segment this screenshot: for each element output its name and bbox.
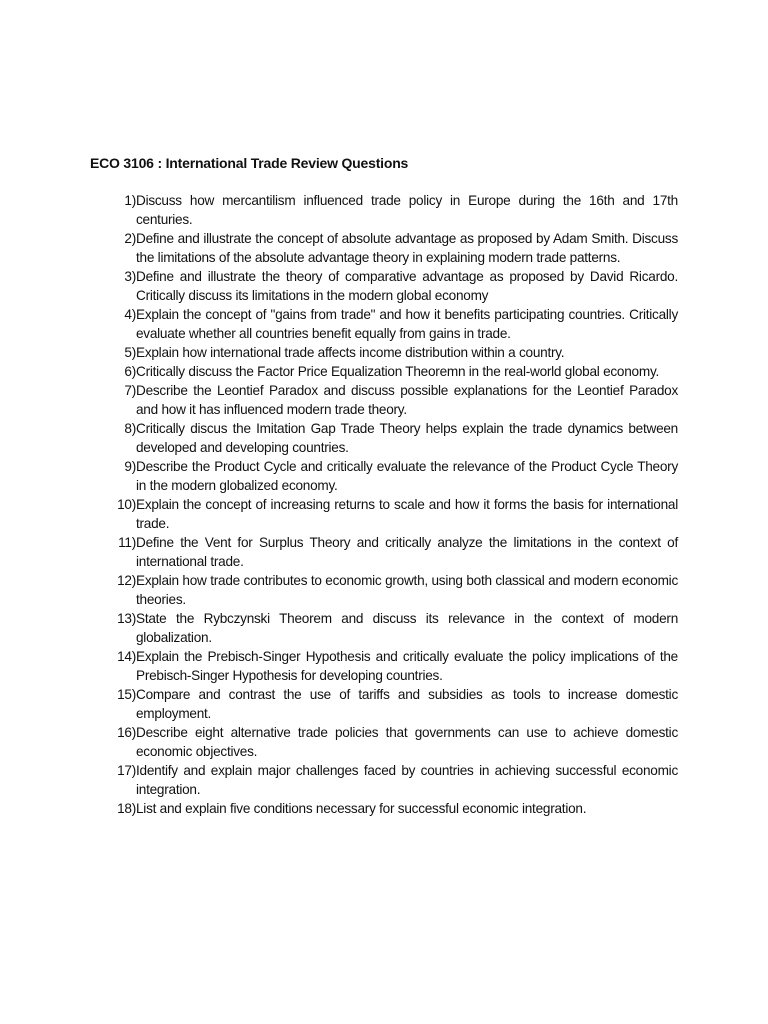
question-number: 15): [117, 687, 136, 702]
question-item: [90, 457, 678, 495]
question-number: 4): [124, 307, 136, 322]
question-number: 9): [124, 459, 136, 474]
question-text: State the Rybczynski Theorem and discuss its relevance in the context of modern globalization.: [136, 611, 678, 645]
question-text: Explain the concept of "gains from trade" and how it benefits participating countries. Critically evaluate whether all countries benefit equally from gains in trade.: [136, 307, 678, 341]
question-item: [90, 685, 678, 723]
question-number: 14): [117, 649, 136, 664]
question-text: Describe eight alternative trade policies that governments can use to achieve domestic economic objectives.: [136, 725, 678, 759]
question-item: [90, 723, 678, 761]
question-item: [90, 419, 678, 457]
question-text: Compare and contrast the use of tariffs and subsidies as tools to increase domestic employment.: [136, 687, 678, 721]
question-item: [90, 305, 678, 343]
question-item: [90, 533, 678, 571]
question-text: Explain the Prebisch-Singer Hypothesis and critically evaluate the policy implications of the Prebisch-Singer Hypothesis for developing countries.: [136, 649, 678, 683]
question-text: Critically discuss the Factor Price Equalization Theoremn in the real-world global economy.: [136, 364, 660, 379]
question-item: [90, 191, 678, 229]
question-number: 6): [124, 364, 136, 379]
question-number: 18): [117, 801, 136, 816]
question-item: [90, 571, 678, 609]
question-text: Explain how international trade affects income distribution within a country.: [136, 345, 565, 360]
question-text: Critically discus the Imitation Gap Trade Theory helps explain the trade dynamics between developed and developing countries.: [136, 421, 678, 455]
question-item: [90, 381, 678, 419]
question-item: [90, 761, 678, 799]
question-item: [90, 343, 678, 362]
question-text: List and explain five conditions necessary for successful economic integration.: [136, 801, 587, 816]
question-number: 10): [117, 497, 136, 512]
question-text: Define the Vent for Surplus Theory and critically analyze the limitations in the context of international trade.: [136, 535, 678, 569]
question-number: 3): [124, 269, 136, 284]
question-number: 16): [117, 725, 136, 740]
question-text: Explain how trade contributes to economic growth, using both classical and modern economic theories.: [136, 573, 678, 607]
question-list: [90, 191, 678, 818]
question-item: [90, 609, 678, 647]
question-text: Describe the Leontief Paradox and discuss possible explanations for the Leontief Paradox and how it has influenced modern trade theory.: [136, 383, 678, 417]
question-number: 7): [124, 383, 136, 398]
question-item: [90, 647, 678, 685]
question-item: [90, 495, 678, 533]
question-number: 5): [124, 345, 136, 360]
question-number: 2): [124, 231, 136, 246]
question-number: 13): [117, 611, 136, 626]
question-text: Explain the concept of increasing returns to scale and how it forms the basis for international trade.: [136, 497, 678, 531]
question-number: 1): [124, 193, 136, 208]
question-number: 11): [118, 535, 136, 550]
question-item: [90, 362, 678, 381]
page-title: ECO 3106 : International Trade Review Questions: [90, 155, 409, 171]
question-text: Discuss how mercantilism influenced trade policy in Europe during the 16th and 17th centuries.: [136, 193, 678, 227]
question-text: Describe the Product Cycle and critically evaluate the relevance of the Product Cycle Theory in the modern globalized economy.: [136, 459, 678, 493]
question-item: [90, 229, 678, 267]
question-number: 17): [117, 763, 136, 778]
question-text: Define and illustrate the theory of comparative advantage as proposed by David Ricardo. Critically discuss its limitations in the modern global economy: [136, 269, 678, 303]
question-number: 12): [117, 573, 136, 588]
question-text: Identify and explain major challenges faced by countries in achieving successful economic integration.: [136, 763, 678, 797]
question-text: Define and illustrate the concept of absolute advantage as proposed by Adam Smith. Discuss the limitations of the absolute advantage theory in explaining modern trade patterns.: [136, 231, 678, 265]
question-item: [90, 267, 678, 305]
question-item: [90, 799, 678, 818]
question-number: 8): [124, 421, 136, 436]
